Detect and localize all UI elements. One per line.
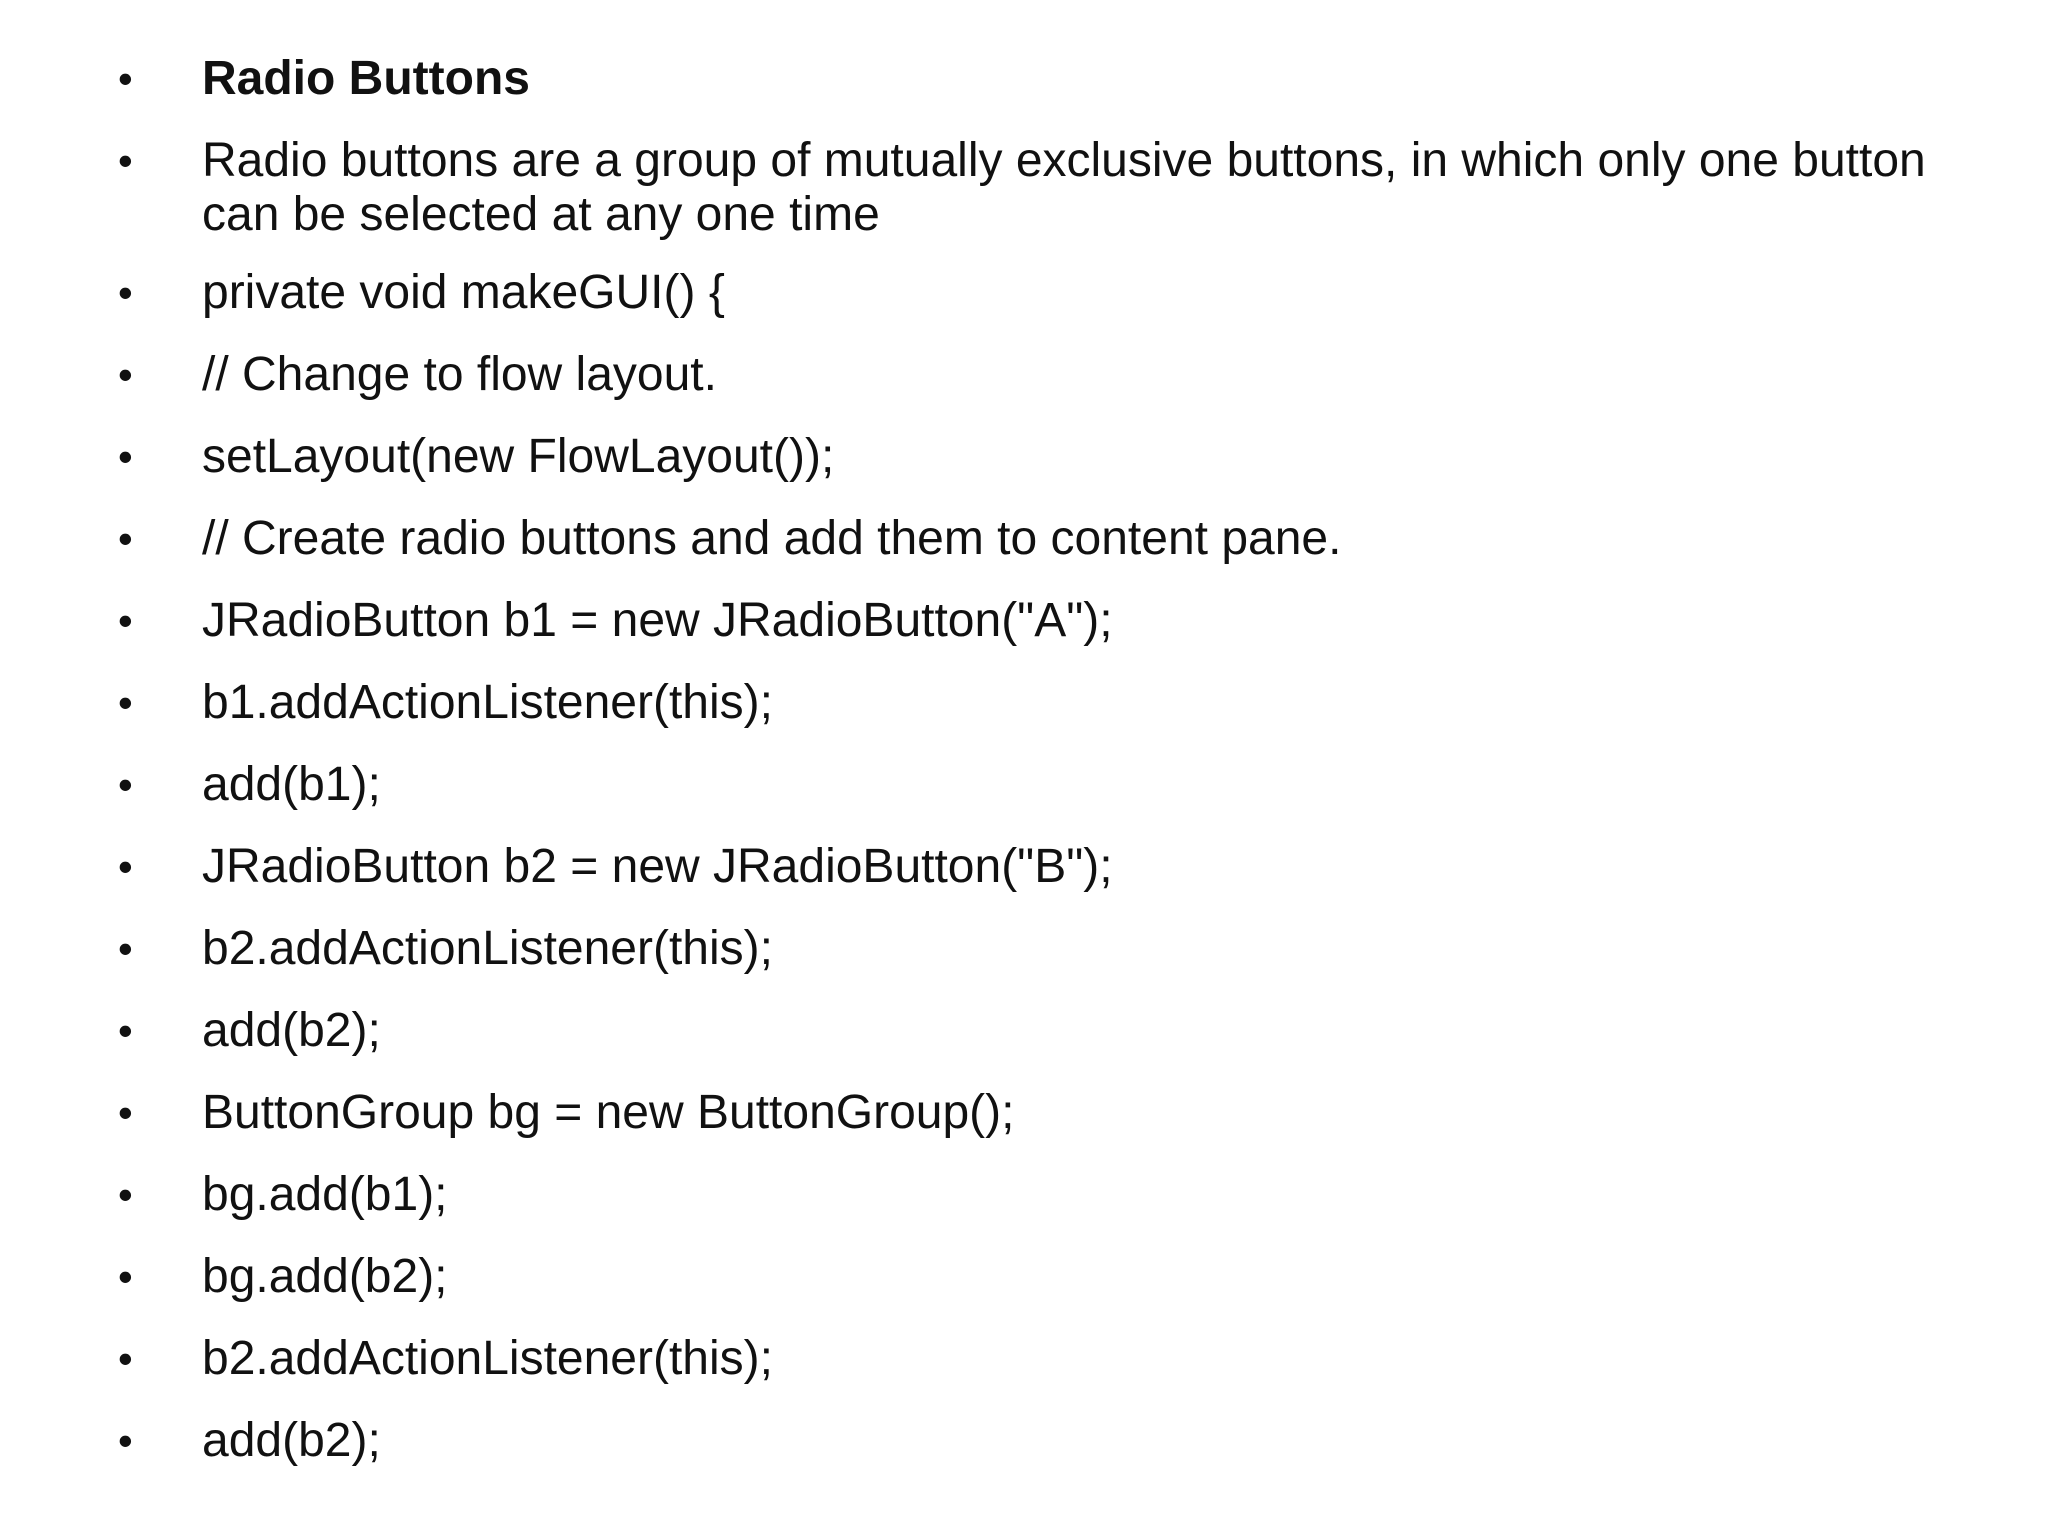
code-line-item [118, 594, 1998, 662]
code-line-text: b1.addActionListener(this); [202, 676, 773, 729]
bullet-icon: • [118, 351, 133, 398]
bullet-icon: • [118, 1417, 133, 1464]
bullet-icon: • [118, 433, 133, 480]
code-line-text: b2.addActionListener(this); [202, 1332, 773, 1385]
bullet-icon: • [118, 55, 133, 102]
code-line-text: add(b2); [202, 1004, 381, 1057]
slide-title-item [118, 52, 1998, 120]
bullet-icon: • [118, 515, 133, 562]
bullet-icon: • [118, 1171, 133, 1218]
code-line-item [118, 676, 1998, 744]
code-line-text: private void makeGUI() { [202, 266, 725, 319]
code-comment-text: // Create radio buttons and add them to content pane. [202, 512, 1342, 565]
code-line-item [118, 758, 1998, 826]
code-line-text: b2.addActionListener(this); [202, 922, 773, 975]
code-line-text: add(b2); [202, 1414, 381, 1467]
code-line-item [118, 348, 1998, 416]
code-line-text: bg.add(b2); [202, 1250, 448, 1303]
bullet-icon: • [118, 761, 133, 808]
code-line-item [118, 266, 1998, 334]
code-line-item [118, 1168, 1998, 1236]
bullet-icon: • [118, 597, 133, 644]
bullet-icon: • [118, 137, 133, 184]
bullet-icon: • [118, 1335, 133, 1382]
bullet-list [118, 52, 1998, 1496]
description-text: Radio buttons are a group of mutually exclusive buttons, in which only one button can be selected at any one time [202, 134, 1940, 241]
slide-title: Radio Buttons [202, 52, 530, 105]
bullet-icon: • [118, 843, 133, 890]
bullet-icon: • [118, 1253, 133, 1300]
code-line-item [118, 1332, 1998, 1400]
bullet-icon: • [118, 679, 133, 726]
code-line-text: ButtonGroup bg = new ButtonGroup(); [202, 1086, 1015, 1139]
bullet-icon: • [118, 269, 133, 316]
code-line-item [118, 512, 1998, 580]
code-line-text: JRadioButton b2 = new JRadioButton("B"); [202, 840, 1113, 893]
bullet-icon: • [118, 1007, 133, 1054]
code-line-item [118, 1004, 1998, 1072]
code-line-text: JRadioButton b1 = new JRadioButton("A"); [202, 594, 1113, 647]
code-line-text: bg.add(b1); [202, 1168, 448, 1221]
description-item [118, 134, 1998, 252]
code-line-text: setLayout(new FlowLayout()); [202, 430, 835, 483]
bullet-icon: • [118, 1089, 133, 1136]
code-line-item [118, 1086, 1998, 1154]
code-comment-text: // Change to flow layout. [202, 348, 717, 401]
code-line-item [118, 1250, 1998, 1318]
bullet-icon: • [118, 925, 133, 972]
code-line-text: add(b1); [202, 758, 381, 811]
code-line-item [118, 1414, 1998, 1482]
code-line-item [118, 430, 1998, 498]
code-line-item [118, 922, 1998, 990]
code-line-item [118, 840, 1998, 908]
